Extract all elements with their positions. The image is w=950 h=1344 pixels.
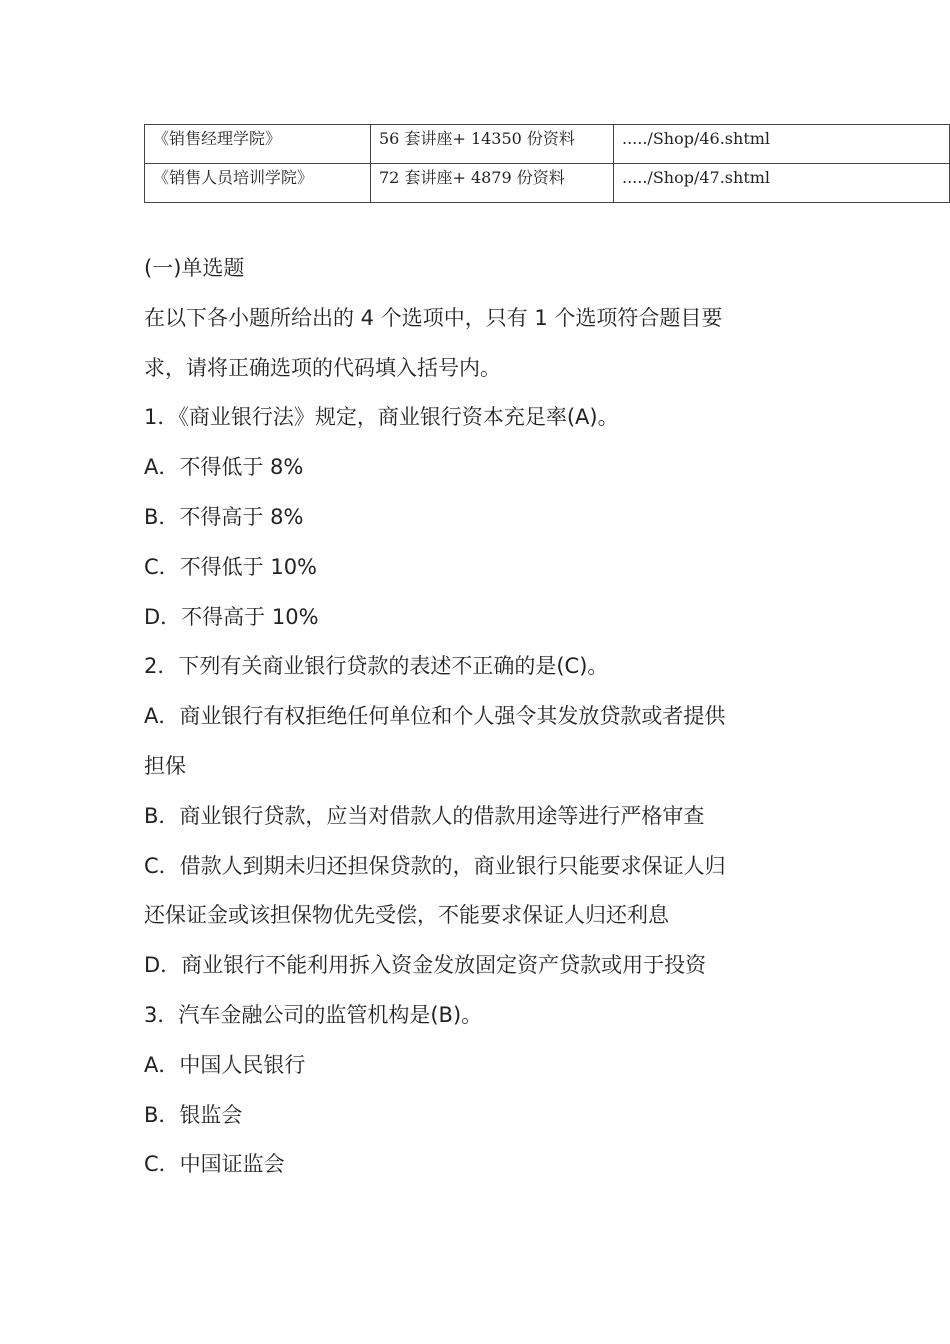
answer-option: B．不得高于 8%	[144, 504, 304, 529]
question-stem: 2．下列有关商业银行贷款的表述不正确的是(C)。	[144, 654, 609, 679]
section-heading: (一)单选题	[144, 256, 245, 280]
answer-option: D．不得高于 10%	[144, 604, 319, 629]
question-stem: 1．《商业银行法》规定，商业银行资本充足率(A)。	[144, 405, 619, 430]
course-name-cell: 《销售人员培训学院》	[145, 164, 371, 203]
instruction-text: 求，请将正确选项的代码填入括号内。	[144, 355, 501, 380]
answer-option: B．商业银行贷款，应当对借款人的借款用途等进行严格审查	[144, 803, 705, 828]
answer-option: A．不得低于 8%	[144, 455, 304, 480]
table-row	[145, 164, 950, 203]
question-stem: 3．汽车金融公司的监管机构是(B)。	[144, 1002, 483, 1027]
course-content-cell: 72 套讲座+ 4879 份资料	[371, 164, 614, 203]
answer-option: A．中国人民银行	[144, 1052, 306, 1077]
answer-option: C．不得低于 10%	[144, 554, 318, 579]
course-link-cell: ...../Shop/46.shtml	[614, 125, 950, 164]
course-name-cell: 《销售经理学院》	[145, 125, 371, 164]
answer-option: B．银监会	[144, 1102, 243, 1127]
answer-option: 担保	[144, 753, 186, 778]
question-body	[144, 244, 844, 1190]
resource-table	[144, 124, 950, 203]
answer-option: C．借款人到期未归还担保贷款的，商业银行只能要求保证人归	[144, 853, 726, 878]
answer-option: 还保证金或该担保物优先受偿，不能要求保证人归还利息	[144, 903, 669, 928]
table-row	[145, 125, 950, 164]
answer-option: A．商业银行有权拒绝任何单位和个人强令其发放贷款或者提供	[144, 704, 726, 729]
course-link-cell: ...../Shop/47.shtml	[614, 164, 950, 203]
instruction-text: 在以下各小题所给出的 4 个选项中，只有 1 个选项符合题目要	[144, 305, 723, 330]
answer-option: D．商业银行不能利用拆入资金发放固定资产贷款或用于投资	[144, 953, 707, 978]
course-content-cell: 56 套讲座+ 14350 份资料	[371, 125, 614, 164]
answer-option: C．中国证监会	[144, 1152, 285, 1177]
